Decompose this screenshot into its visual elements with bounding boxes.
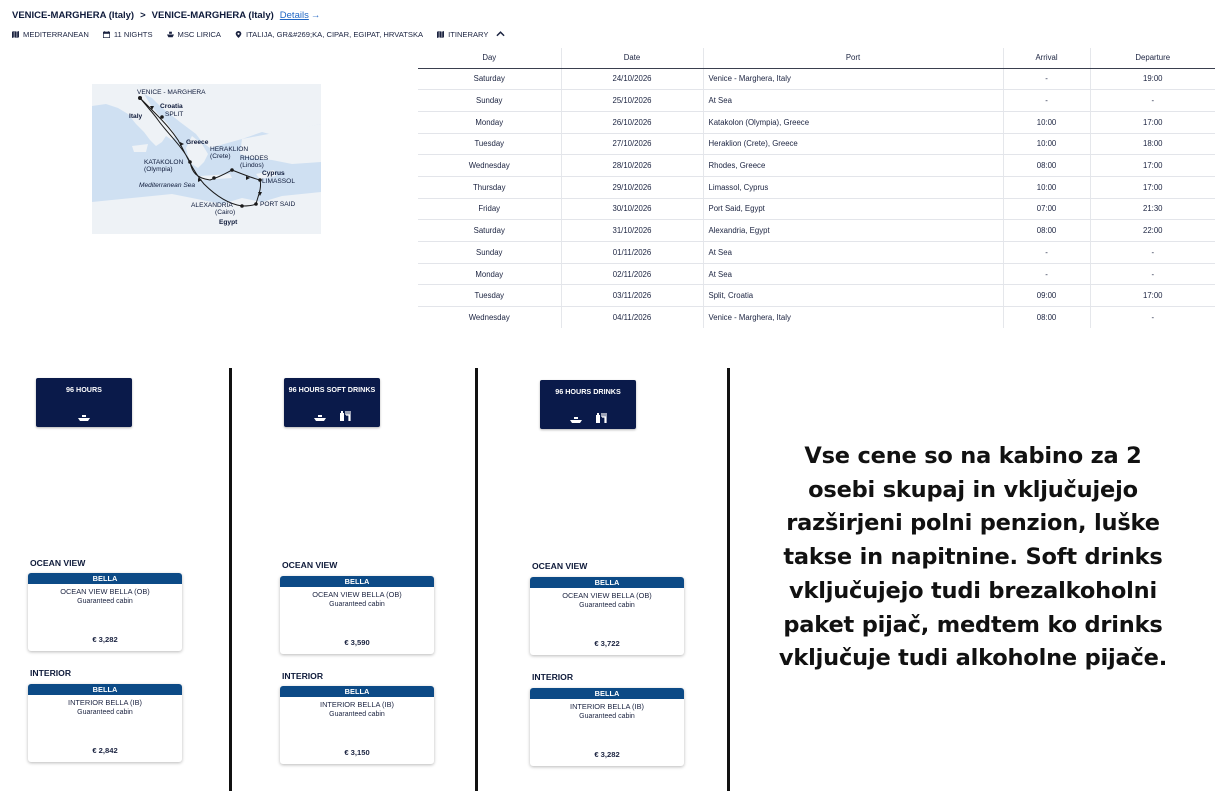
cell-day: Friday <box>418 198 561 220</box>
ship-icon <box>167 31 174 38</box>
route-arrow <box>180 142 184 146</box>
card-badge: BELLA <box>28 573 182 584</box>
cabin-name: INTERIOR BELLA (IB) <box>320 700 394 709</box>
cell-arrival: - <box>1003 90 1090 112</box>
package-badge-96-hours-drinks[interactable] <box>540 380 636 429</box>
katakolon-sub: (Olympia) <box>144 165 173 173</box>
soft-drink-icon <box>340 411 351 421</box>
map-icon <box>12 31 19 38</box>
table-header-row <box>418 48 1215 68</box>
cell-port: Alexandria, Egypt <box>703 220 1003 242</box>
table-row <box>418 220 1215 242</box>
itinerary-table <box>418 48 1215 328</box>
cell-date: 01/11/2026 <box>561 242 703 264</box>
cell-arrival: 07:00 <box>1003 198 1090 220</box>
cell-departure: 21:30 <box>1090 198 1215 220</box>
cell-departure: 17:00 <box>1090 176 1215 198</box>
map-label-croatia: Croatia <box>160 103 183 110</box>
cell-date: 02/11/2026 <box>561 263 703 285</box>
cell-arrival: 09:00 <box>1003 285 1090 307</box>
nights-label: 11 NIGHTS <box>113 29 153 39</box>
cabin-card-interior[interactable] <box>530 688 684 766</box>
section-label-interior: INTERIOR <box>532 672 574 682</box>
cell-day: Wednesday <box>418 155 561 177</box>
package-icons <box>36 415 132 421</box>
cabin-sub: Guaranteed cabin <box>77 598 133 605</box>
cell-arrival: 10:00 <box>1003 111 1090 133</box>
cabin-sub: Guaranteed cabin <box>77 709 133 716</box>
cabin-price: € 3,150 <box>344 748 370 757</box>
note-line: vključuje tudi alkoholne pijače. <box>778 645 1168 672</box>
details-link[interactable] <box>280 10 321 21</box>
cabin-price: € 2,842 <box>92 746 118 755</box>
details-label: Details <box>279 9 309 21</box>
cell-day: Tuesday <box>418 133 561 155</box>
table-row <box>418 307 1215 329</box>
cabin-card-ocean-view[interactable] <box>280 576 434 654</box>
cabin-sub: Guaranteed cabin <box>329 711 385 718</box>
cell-port: Katakolon (Olympia), Greece <box>703 111 1003 133</box>
card-badge: BELLA <box>280 576 434 587</box>
location-pin-icon <box>235 31 242 38</box>
cell-port: At Sea <box>703 90 1003 112</box>
map-label-italy: Italy <box>129 113 143 120</box>
port-dot-port-said <box>254 202 258 206</box>
table-row <box>418 198 1215 220</box>
port-dot-rhodes <box>230 168 234 172</box>
note-line: takse in napitnine. Soft drinks <box>783 544 1163 571</box>
cell-departure: - <box>1090 242 1215 264</box>
cell-port: Venice - Marghera, Italy <box>703 68 1003 90</box>
cabin-sub: Guaranteed cabin <box>579 602 635 609</box>
card-badge: BELLA <box>28 684 182 695</box>
col-header-port: Port <box>703 48 1003 68</box>
ship-label: MSC LIRICA <box>177 29 221 39</box>
arrow-right-icon: → <box>310 9 321 21</box>
table-row <box>418 111 1215 133</box>
port-dot-katakolon <box>188 160 192 164</box>
cell-date: 27/10/2026 <box>561 133 703 155</box>
ship-icon <box>570 417 582 423</box>
cabin-sub: Guaranteed cabin <box>579 713 635 720</box>
port-dot-alexandria <box>240 204 244 208</box>
table-row <box>418 263 1215 285</box>
section-label-interior: INTERIOR <box>282 671 324 681</box>
itinerary-toggle[interactable] <box>437 30 505 39</box>
table-row <box>418 155 1215 177</box>
cell-departure: 17:00 <box>1090 155 1215 177</box>
package-icons <box>540 413 636 423</box>
col-header-day: Day <box>418 48 561 68</box>
cell-port: Venice - Marghera, Italy <box>703 307 1003 329</box>
card-badge: BELLA <box>530 577 684 588</box>
cabin-card-interior[interactable] <box>280 686 434 764</box>
cell-departure: - <box>1090 90 1215 112</box>
card-badge: BELLA <box>280 686 434 697</box>
cell-arrival: 08:00 <box>1003 155 1090 177</box>
col-header-arrival: Arrival <box>1003 48 1090 68</box>
region-label: MEDITERRANEAN <box>23 29 89 39</box>
meta-region <box>12 30 89 39</box>
port-dot-split <box>160 115 164 119</box>
section-label-ocean-view: OCEAN VIEW <box>532 561 588 571</box>
cell-arrival: 10:00 <box>1003 176 1090 198</box>
cruise-meta <box>12 28 519 40</box>
cell-port: Heraklion (Crete), Greece <box>703 133 1003 155</box>
note-line: osebi skupaj in vključujejo <box>808 476 1138 503</box>
cabin-sub: Guaranteed cabin <box>329 601 385 608</box>
cell-date: 28/10/2026 <box>561 155 703 177</box>
meta-countries <box>235 30 423 39</box>
cell-day: Monday <box>418 111 561 133</box>
map-label-med-sea: Mediterranean Sea <box>139 182 196 189</box>
note-line: vključujejo tudi brezalkoholni <box>788 577 1158 604</box>
ship-icon <box>314 415 326 421</box>
package-icons <box>284 411 380 421</box>
table-row <box>418 133 1215 155</box>
map-label-egypt: Egypt <box>219 219 238 226</box>
cell-day: Thursday <box>418 176 561 198</box>
cell-day: Saturday <box>418 68 561 90</box>
cell-day: Monday <box>418 263 561 285</box>
cell-date: 24/10/2026 <box>561 68 703 90</box>
cell-day: Saturday <box>418 220 561 242</box>
alexandria-sub: (Cairo) <box>215 208 236 216</box>
map-icon <box>437 31 444 38</box>
countries-label: ITALIJA, GR&#269;KA, CIPAR, EGIPAT, HRVATSKA <box>245 29 424 39</box>
drinks-icon <box>596 413 607 423</box>
cell-departure: 19:00 <box>1090 68 1215 90</box>
calendar-icon <box>103 31 110 38</box>
package-badge-96-hours[interactable] <box>36 378 132 427</box>
heraklion-sub: (Crete) <box>210 152 231 160</box>
cell-port: Rhodes, Greece <box>703 155 1003 177</box>
cabin-price: € 3,282 <box>92 635 118 644</box>
cell-port: At Sea <box>703 263 1003 285</box>
map-label-split: SPLIT <box>165 111 184 118</box>
col-header-date: Date <box>561 48 703 68</box>
map-label-alexandria <box>191 203 235 217</box>
cell-date: 04/11/2026 <box>561 307 703 329</box>
cell-departure: - <box>1151 313 1155 323</box>
chevron-up-icon <box>496 31 505 37</box>
cabin-name: INTERIOR BELLA (IB) <box>68 698 142 707</box>
cell-day: Sunday <box>418 90 561 112</box>
cell-date: 31/10/2026 <box>561 220 703 242</box>
cell-date: 03/11/2026 <box>561 285 703 307</box>
cell-departure: 18:00 <box>1090 133 1215 155</box>
cell-date: 26/10/2026 <box>561 111 703 133</box>
package-title: 96 HOURS DRINKS <box>555 387 621 396</box>
cell-departure: 17:00 <box>1090 285 1215 307</box>
pricing-note <box>768 440 1178 676</box>
table-row <box>418 176 1215 198</box>
cell-date: 29/10/2026 <box>561 176 703 198</box>
cell-port: Port Said, Egypt <box>703 198 1003 220</box>
land-sicily <box>132 144 148 152</box>
cell-departure: - <box>1090 263 1215 285</box>
package-title: 96 HOURS <box>66 385 102 394</box>
cell-departure: 17:00 <box>1090 111 1215 133</box>
cabin-card-ocean-view[interactable] <box>530 577 684 655</box>
table-row <box>418 242 1215 264</box>
cell-arrival: 10:00 <box>1003 133 1090 155</box>
cabin-price: € 3,722 <box>594 639 620 648</box>
map-label-katakolon <box>144 160 183 174</box>
cabin-name: OCEAN VIEW BELLA (OB) <box>60 587 150 596</box>
katakolon-name: KATAKOLON <box>144 159 184 166</box>
rhodes-name: RHODES <box>240 155 269 162</box>
section-label-interior: INTERIOR <box>30 668 72 678</box>
column-divider <box>229 368 232 791</box>
port-dot-heraklion <box>212 176 216 180</box>
table-row <box>418 90 1215 112</box>
cell-day: Wednesday <box>418 307 561 329</box>
cabin-price: € 3,282 <box>594 750 620 759</box>
itinerary-map <box>92 84 321 234</box>
itinerary-body <box>418 68 1215 328</box>
column-divider <box>475 368 478 791</box>
alexandria-name: ALEXANDRIA <box>191 202 233 209</box>
map-label-greece: Greece <box>186 139 209 146</box>
section-label-ocean-view: OCEAN VIEW <box>30 558 86 568</box>
map-label-venice: VENICE - MARGHERA <box>137 89 206 96</box>
cell-port: At Sea <box>703 242 1003 264</box>
note-line: razširjeni polni penzion, luške <box>786 510 1160 537</box>
cabin-card-interior[interactable] <box>28 684 182 762</box>
cell-arrival: 08:00 <box>1003 220 1090 242</box>
table-row <box>418 68 1215 90</box>
cell-day: Sunday <box>418 242 561 264</box>
note-line: paket pijač, medtem ko drinks <box>783 611 1163 638</box>
ship-icon <box>78 415 90 421</box>
route-to: VENICE-MARGHERA (Italy) <box>151 9 274 21</box>
cabin-name: OCEAN VIEW BELLA (OB) <box>562 591 652 600</box>
map-label-limassol: LIMASSOL <box>262 178 295 185</box>
cell-port: Limassol, Cyprus <box>703 176 1003 198</box>
cell-day: Tuesday <box>418 285 561 307</box>
cabin-price: € 3,590 <box>344 638 370 647</box>
meta-nights <box>103 30 153 39</box>
cell-date: 25/10/2026 <box>561 90 703 112</box>
rhodes-sub: (Lindos) <box>240 161 264 169</box>
cell-arrival: 08:00 <box>1003 307 1090 329</box>
package-badge-96-hours-soft-drinks[interactable] <box>284 378 380 427</box>
heraklion-name: HERAKLION <box>210 146 249 153</box>
cell-port: Split, Croatia <box>703 285 1003 307</box>
cabin-name: INTERIOR BELLA (IB) <box>570 702 644 711</box>
meta-ship <box>167 30 221 39</box>
cell-arrival: - <box>1003 263 1090 285</box>
cell-departure: 22:00 <box>1090 220 1215 242</box>
table-row <box>418 285 1215 307</box>
map-label-cyprus: Cyprus <box>262 170 285 177</box>
col-header-departure: Departure <box>1090 48 1215 68</box>
itinerary-label: ITINERARY <box>448 29 489 39</box>
cell-date: 30/10/2026 <box>561 198 703 220</box>
cabin-name: OCEAN VIEW BELLA (OB) <box>312 590 402 599</box>
cell-arrival: - <box>1003 242 1090 264</box>
package-title: 96 HOURS SOFT DRINKS <box>288 385 376 394</box>
route-separator: > <box>140 9 146 21</box>
section-label-ocean-view: OCEAN VIEW <box>282 560 338 570</box>
column-divider <box>727 368 730 791</box>
card-badge: BELLA <box>530 688 684 699</box>
note-line: Vse cene so na kabino za 2 <box>804 443 1142 469</box>
cell-arrival: - <box>1003 68 1090 90</box>
route-header <box>12 8 320 22</box>
route-from: VENICE-MARGHERA (Italy) <box>12 9 135 21</box>
map-label-port-said: PORT SAID <box>260 201 296 208</box>
cabin-card-ocean-view[interactable] <box>28 573 182 651</box>
map-label-rhodes <box>240 156 268 170</box>
